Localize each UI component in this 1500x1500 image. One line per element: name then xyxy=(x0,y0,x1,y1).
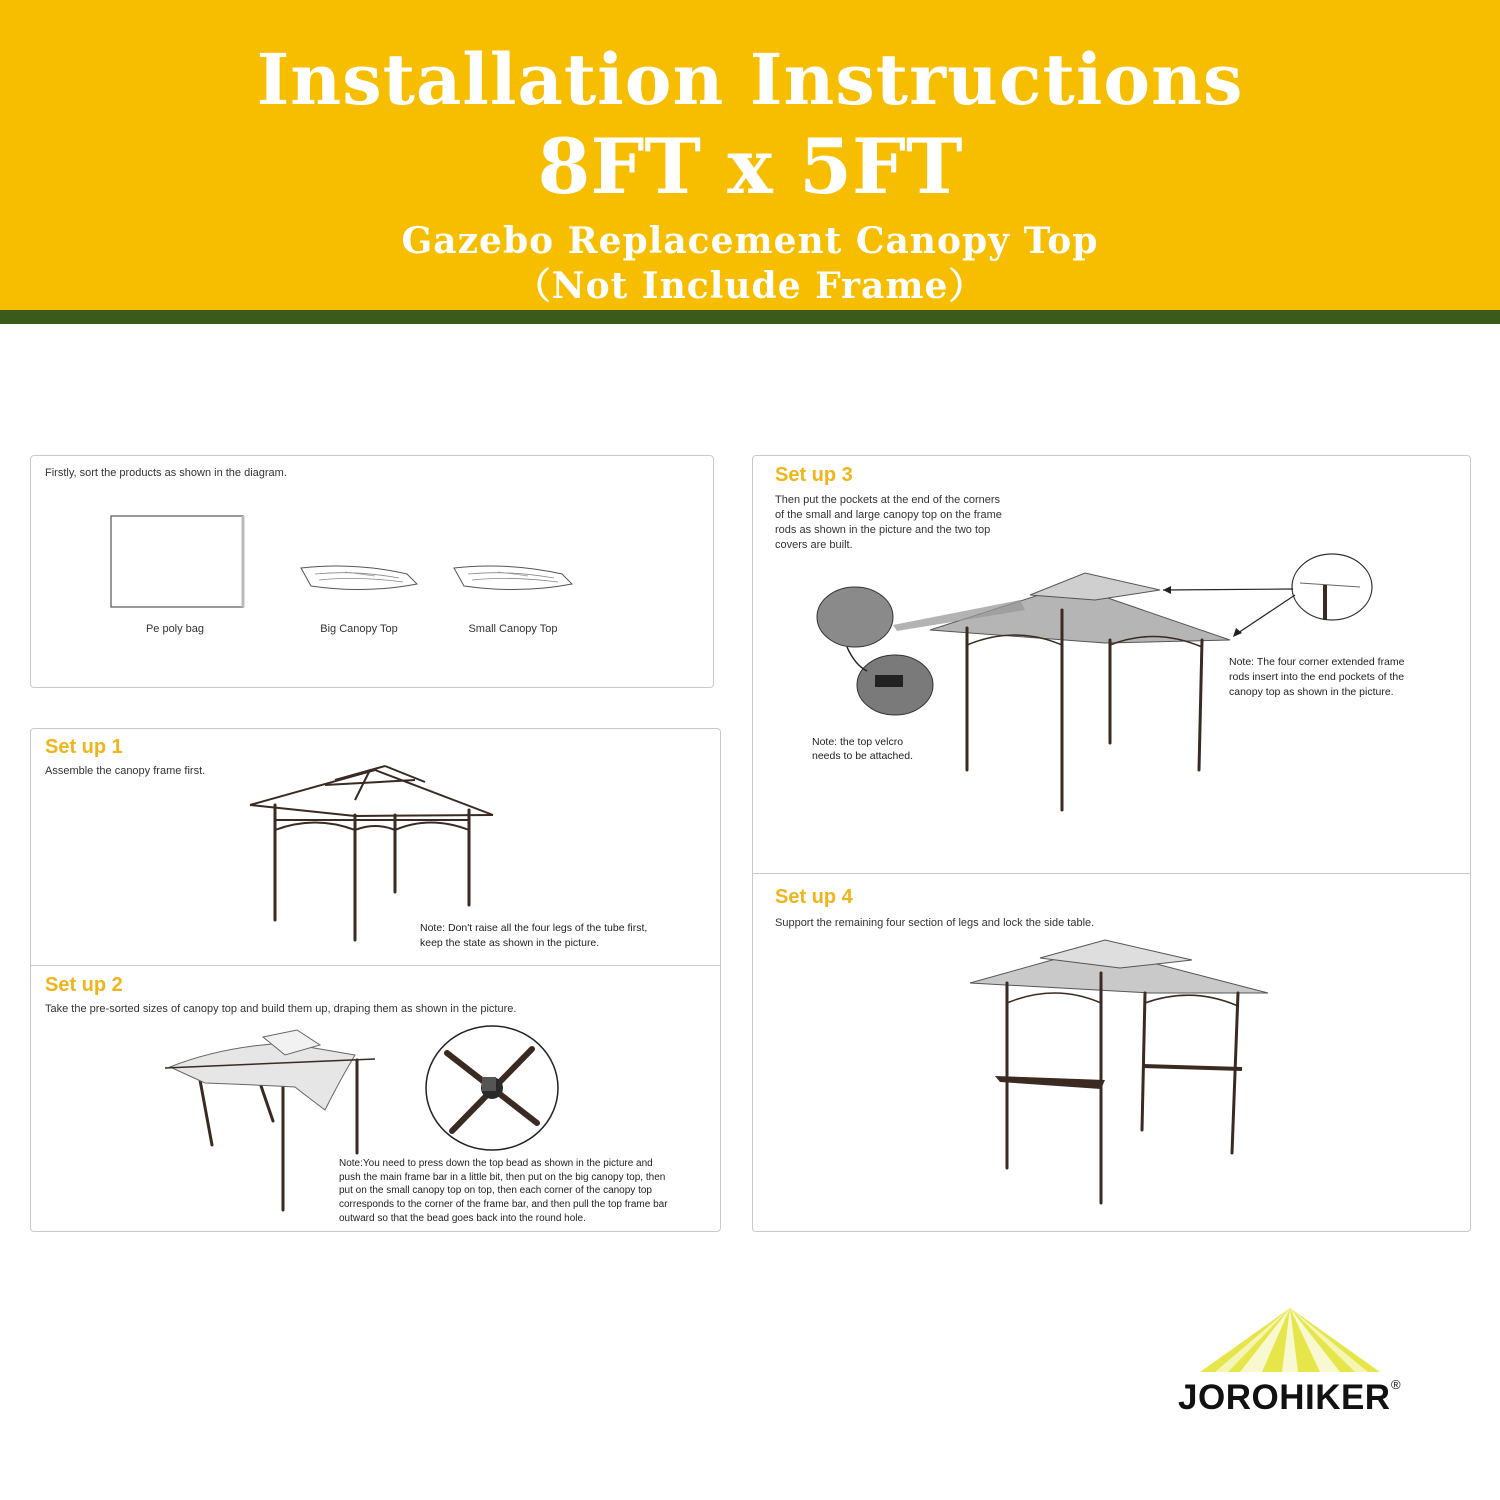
panel-divider xyxy=(31,965,720,966)
step-3-description-line-2: of the small and large canopy top on the frame xyxy=(775,509,1002,521)
page-title: Installation Instructions xyxy=(256,38,1244,121)
step-2-title: Set up 2 xyxy=(45,974,123,996)
poly-bag-illustration xyxy=(105,510,255,615)
step-4-description: Support the remaining four section of legs and lock the side table. xyxy=(775,917,1095,929)
step-3-left-note-line-2: needs to be attached. xyxy=(812,750,913,762)
step-3-description-line-4: covers are built. xyxy=(775,539,853,551)
big-canopy-illustration xyxy=(295,560,425,600)
step-1-description: Assemble the canopy frame first. xyxy=(45,765,206,777)
size-title: 8FT x 5FT xyxy=(537,122,963,211)
step-2-note-line-1: Note:You need to press down the top bead as shown in the picture and xyxy=(339,1158,653,1169)
step-2-note-line-5: outward so that the bead goes back into the round hole. xyxy=(339,1213,586,1224)
step-1-title: Set up 1 xyxy=(45,736,123,758)
step-3-description-line-1: Then put the pockets at the end of the corners xyxy=(775,494,1001,506)
brand-logo-text: JOROHIKER xyxy=(1178,1378,1391,1417)
sort-intro: Firstly, sort the products as shown in the diagram. xyxy=(45,467,287,479)
frame-note: （Not Include Frame） xyxy=(514,265,986,307)
step-2-note-line-2: push the main frame bar in a little bit, then put on the big canopy top, then xyxy=(339,1172,666,1183)
step-1-note-line-2: keep the state as shown in the picture. xyxy=(420,937,600,949)
step-3-right-note-line-2: rods insert into the end pockets of the xyxy=(1229,671,1405,683)
step-1-note-line-1: Note: Don't raise all the four legs of the tube first, xyxy=(420,922,648,934)
step-2-note-line-3: put on the small canopy top on top, then each corner of the canopy top xyxy=(339,1185,652,1196)
step-4-title: Set up 4 xyxy=(775,886,853,908)
item-label-poly-bag: Pe poly bag xyxy=(145,623,205,635)
header-stripe xyxy=(0,310,1500,324)
step-3-right-note-line-1: Note: The four corner extended frame xyxy=(1229,656,1405,668)
step-2-note-line-4: corresponds to the corner of the frame bar, and then pull the top frame bar xyxy=(339,1199,668,1210)
small-canopy-illustration xyxy=(450,560,580,600)
step-3-right-note-line-3: canopy top as shown in the picture. xyxy=(1229,686,1394,698)
step-3-left-note-line-1: Note: the top velcro xyxy=(812,736,904,748)
top-bead-detail-icon xyxy=(422,1023,562,1153)
step-3-description-line-3: rods as shown in the picture and the two top xyxy=(775,524,991,536)
step-4-gazebo-illustration xyxy=(970,938,1270,1208)
product-subtitle: Gazebo Replacement Canopy Top xyxy=(401,220,1099,262)
item-label-small-canopy: Small Canopy Top xyxy=(468,623,558,635)
registered-mark: ® xyxy=(1391,1377,1401,1392)
step-2-description: Take the pre-sorted sizes of canopy top and build them up, draping them as shown in the picture. xyxy=(45,1003,517,1015)
item-label-big-canopy: Big Canopy Top xyxy=(320,623,398,635)
step-1-frame-illustration xyxy=(245,760,505,945)
panel-divider xyxy=(753,873,1470,874)
step-3-title: Set up 3 xyxy=(775,464,853,486)
